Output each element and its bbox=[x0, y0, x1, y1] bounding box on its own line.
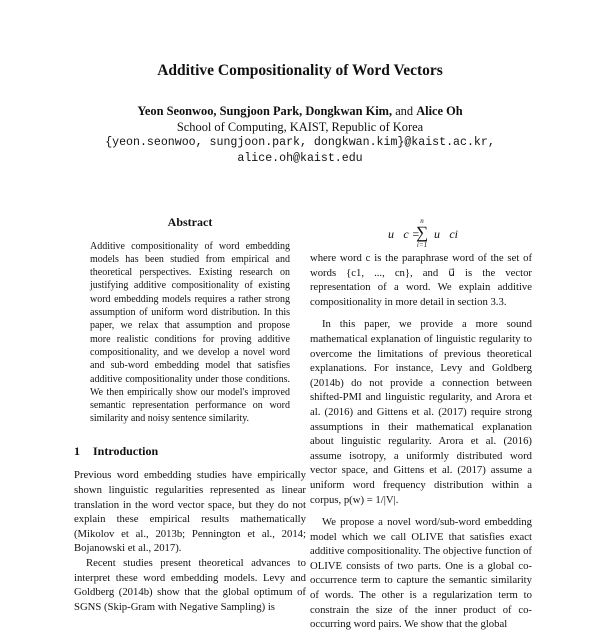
author-block bbox=[0, 103, 600, 167]
author-names: Yeon Seonwoo, Sungjoon Park, Dongkwan Kim, bbox=[137, 104, 393, 118]
intro-paragraph-1: Previous word embedding studies have empirically shown linguistic regularities represented as linear translation in the word vector space, but they do not explain these empirical results mathematically (Mikolov et al., 2013b; Pennington et al., 2014; Bojanowski et al., 2017). bbox=[74, 469, 306, 555]
right-paragraph-3: We propose a novel word/sub-word embedding model which we call OLIVE that satisfies exact additive compositionality. The objective function of OLIVE consists of two parts. One is a global co-occurrence term to capture the semantic similarity of words. The other is a regularization term to constrain the size of the inner product of co-occurring word pairs. We show that the global bbox=[310, 516, 532, 631]
right-column bbox=[310, 215, 532, 632]
emails-line-1: {yeon.seonwoo, sungjoon.park, dongkwan.kim}@kaist.ac.kr, bbox=[105, 136, 495, 149]
author-and: and bbox=[395, 104, 414, 118]
sigma-symbol: ∑ bbox=[415, 223, 429, 242]
equation-rhs: u⃗ci bbox=[434, 227, 458, 241]
section-title: Introduction bbox=[93, 443, 159, 458]
equation bbox=[310, 215, 532, 251]
sum-lower-limit: i=1 bbox=[416, 241, 428, 249]
abstract-heading: Abstract bbox=[167, 215, 213, 229]
sum-upper-limit: n bbox=[420, 217, 424, 225]
left-column bbox=[74, 215, 306, 614]
paper-title: Additive Compositionality of Word Vectors bbox=[157, 62, 443, 79]
abstract-text: Additive compositionality of word embedding models has been studied from empirical and theoretical perspectives. Existing research on justifying additive compositionality of existing word embedding models requires a rather strong assumption of uniform word distribution. In this paper, we relax that assumption and propose more realistic conditions for proving additive compositionality, and we develop a novel word and sub-word embedding model that satisfies additive compositionality under those conditions. We then empirically show our model's improved semantic representation performance on word similarity and noisy sentence similarity. bbox=[90, 240, 290, 425]
section-number: 1 bbox=[74, 443, 80, 458]
emails-line-2: alice.oh@kaist.edu bbox=[237, 152, 363, 165]
intro-paragraph-2: Recent studies present theoretical advances to interpret these word embedding models. Levy and Goldberg (2014b) show that the global optimum of SGNS (Skip-Gram with Negative Sampling) is bbox=[74, 556, 306, 613]
equation-lhs: u⃗c = bbox=[388, 227, 420, 241]
right-paragraph-1: where word c is the paraphrase word of the set of words {c1, ..., cn}, and u⃗ is the vector representation of a word. We explain additive compositionality in more detail in section 3.3. bbox=[310, 252, 532, 308]
author-last: Alice Oh bbox=[416, 104, 463, 118]
section-heading-introduction bbox=[74, 444, 306, 459]
right-paragraph-2: In this paper, we provide a more sound mathematical explanation of linguistic regularity to overcome the limitations of previous theoretical explanations. For instance, Levy and Goldberg (2014b) do not provide a connection between shifted-PMI and linguistic regularity, and Arora et al. (2016) and Gittens et al. (2017) require strong assumptions in their mathematical explanation about linguistic regularity. Arora et al. (2016) assume isotropy, a uniformly distributed word vector space, and Gittens et al. (2017) assume a uniform word frequency distribution within a corpus, p(w) = 1/|V|. bbox=[310, 318, 532, 506]
summation bbox=[412, 217, 432, 249]
affiliation: School of Computing, KAIST, Republic of Korea bbox=[176, 120, 424, 134]
